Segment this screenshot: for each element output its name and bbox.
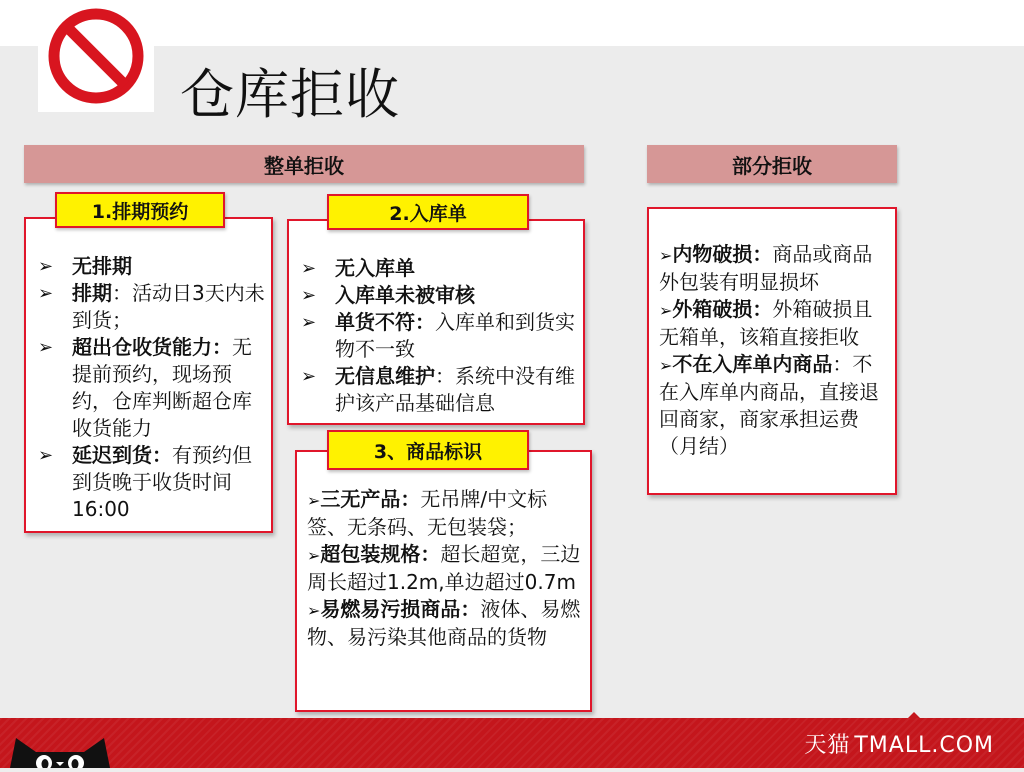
list-item: ➢ 延迟到货：有预约但到货晚于收货时间16:00 [38, 443, 252, 521]
inbound-box [287, 219, 585, 425]
brand-logo [804, 728, 994, 759]
arrowhead-bullet-icon: ➢ [38, 256, 54, 277]
list-item: ➢三无产品：无吊牌/中文标签、无条码、无包装袋； [307, 487, 548, 539]
list-item: ➢ 单货不符：入库单和到货实物不一致 [301, 310, 575, 361]
arrowhead-bullet-icon: ➢ [307, 491, 321, 510]
arrowhead-bullet-icon: ➢ [659, 356, 673, 375]
product-list [297, 452, 590, 651]
list-item: ➢ 无信息维护：系统中没有维护该产品基础信息 [301, 364, 575, 415]
inbound-tag: 2.入库单 [327, 194, 529, 230]
list-item: ➢ 排期：活动日3天内未到货； [38, 281, 265, 332]
list-item: ➢ 入库单未被审核 [301, 283, 475, 307]
list-item: ➢外箱破损：外箱破损且无箱单，该箱直接拒收 [659, 297, 873, 349]
header-partial-rejection: 部分拒收 [647, 145, 897, 183]
partial-box [647, 207, 897, 495]
arrowhead-bullet-icon: ➢ [301, 258, 317, 279]
inbound-list [289, 255, 583, 417]
no-entry-icon [38, 6, 154, 112]
list-item: ➢不在入库单内商品：不在入库单内商品，直接退回商家，商家承担运费（月结） [659, 352, 879, 458]
header-whole-rejection: 整单拒收 [24, 145, 584, 183]
schedule-tag: 1.排期预约 [55, 192, 225, 228]
arrowhead-bullet-icon: ➢ [307, 601, 321, 620]
arrowhead-bullet-icon: ➢ [659, 246, 673, 265]
list-item: ➢易燃易污损商品：液体、易燃物、易污染其他商品的货物 [307, 597, 581, 649]
arrowhead-bullet-icon: ➢ [38, 283, 54, 304]
product-box [295, 450, 592, 712]
list-item: ➢内物破损：商品或商品外包装有明显损坏 [659, 242, 873, 294]
page-title: 仓库拒收 [180, 63, 400, 126]
partial-list [649, 209, 895, 460]
schedule-list [26, 253, 271, 523]
arrowhead-bullet-icon: ➢ [659, 301, 673, 320]
arrowhead-bullet-icon: ➢ [301, 285, 317, 306]
list-item: ➢ 超出仓收货能力：无提前预约，现场预约，仓库判断超仓库收货能力 [38, 335, 252, 440]
brand-cn: 天猫 [804, 733, 851, 758]
schedule-box [24, 217, 273, 533]
list-item: ➢超包装规格：超长超宽，三边周长超过1.2m,单边超过0.7m [307, 542, 581, 594]
list-item: ➢ 无入库单 [301, 256, 415, 280]
arrowhead-bullet-icon: ➢ [38, 445, 54, 466]
tmall-cat-icon [10, 732, 110, 772]
arrowhead-bullet-icon: ➢ [301, 366, 317, 387]
arrowhead-bullet-icon: ➢ [38, 337, 54, 358]
brand-en: TMALL.COM [854, 733, 994, 758]
arrowhead-bullet-icon: ➢ [301, 312, 317, 333]
list-item: ➢ 无排期 [38, 254, 132, 278]
product-tag: 3、商品标识 [327, 430, 529, 470]
arrowhead-bullet-icon: ➢ [307, 546, 321, 565]
